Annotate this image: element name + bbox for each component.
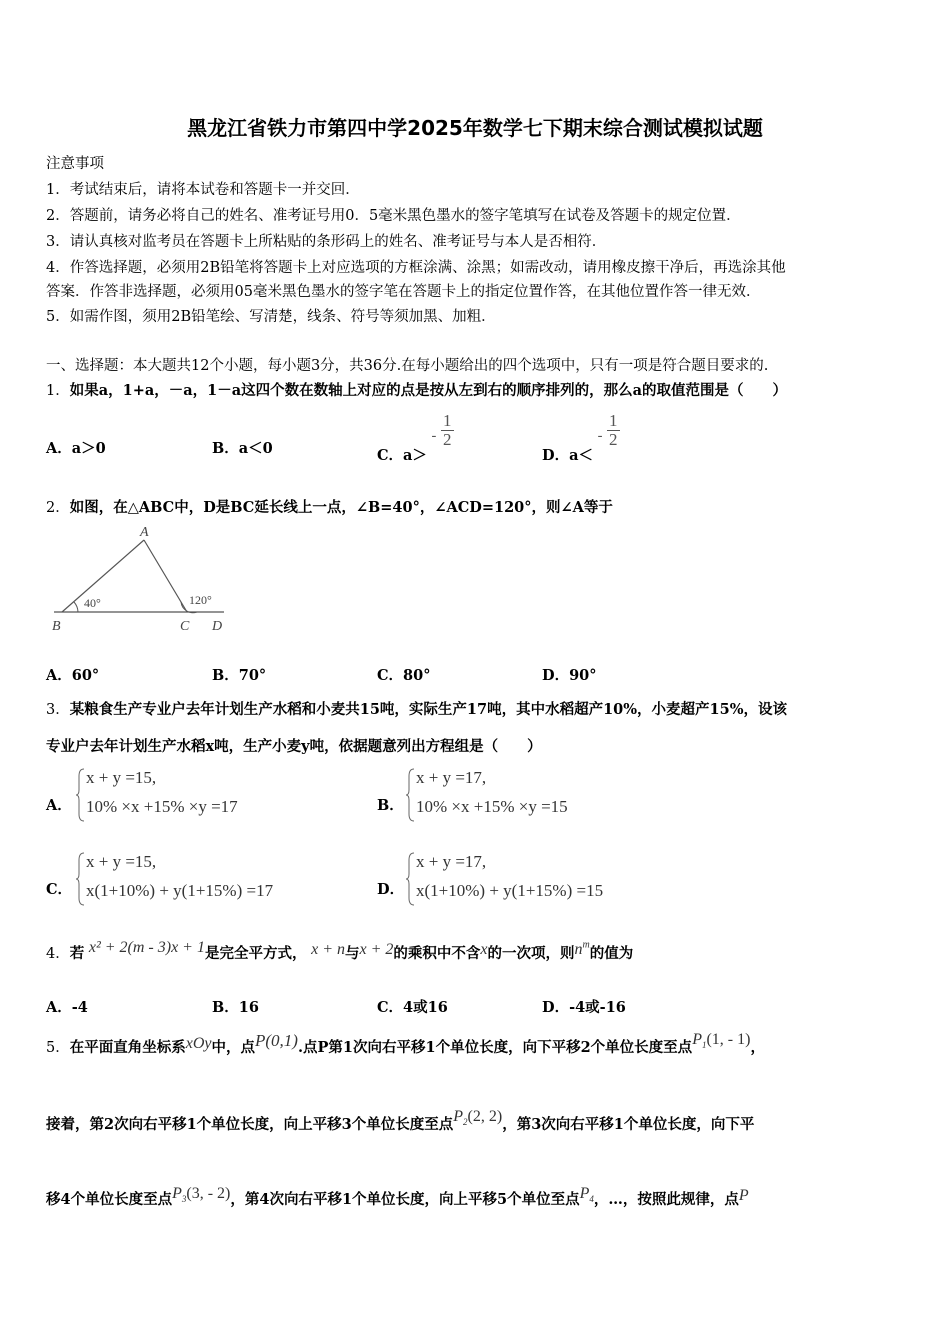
question-stem: 如图，在△ABC中，D是BC延长线上一点，∠B=40°，∠ACD=120°，则∠A等于 — [69, 499, 613, 516]
point-p1: $P_1(1$, - 1) — [692, 1031, 751, 1051]
stem-text: 移4个单位长度至点 — [46, 1191, 173, 1208]
stem-text: 在平面直角坐标系 — [69, 1039, 186, 1056]
q2-option-a: A．60° — [46, 667, 100, 684]
notice-heading: 注意事项 — [46, 156, 104, 172]
section-heading: 一、选择题：本大题共12个小题，每小题3分，共36分.在每小题给出的四个选项中，只有一项是符合题目要求的. — [46, 358, 769, 374]
q2-option-d: D．90° — [542, 667, 597, 684]
angle-b-label: 40° — [84, 596, 101, 610]
fraction: $\frac{1}{2}$ — [609, 411, 618, 449]
q3-option-c-label: C． — [46, 881, 73, 898]
stem-text: ，第3次向右平移1个单位长度，向下平 — [502, 1116, 755, 1133]
stem-text: ，第4次向右平移1个单位长度，向上平移5个单位至点 — [230, 1191, 580, 1208]
question-number: 1． — [46, 383, 70, 399]
question-stem-cont: 专业户去年计划生产水稻x吨，生产小麦y吨，依据题意列出方程组是（ ） — [46, 738, 542, 755]
question-1 — [46, 379, 787, 400]
point-p-label: P — [738, 1187, 749, 1204]
q4-option-c: C．4或16 — [377, 999, 448, 1016]
q2-option-c: C．80° — [377, 667, 431, 684]
question-stem: 如果a，1+a，－a，1－a这四个数在数轴上对应的点是按从左到右的顺序排列的，那么a的取值范围是（ ） — [69, 382, 788, 399]
question-3 — [46, 698, 787, 719]
q3-option-b-label: B． — [377, 797, 404, 814]
question-number: 2． — [46, 500, 70, 516]
angle-b-arc — [74, 602, 78, 612]
equation-2: x(1+10%) + y(1+15%) =15 — [416, 881, 604, 900]
notice-item: 3．请认真核对监考员在答题卡上所粘贴的条形码上的姓名、准考证号与本人是否相符． — [46, 234, 607, 250]
point-p: P(0,1) — [255, 1031, 298, 1050]
expression: $n^m$ — [574, 939, 590, 958]
expression: x — [480, 941, 488, 958]
equation-2: 10% ×x +15% ×y =15 — [416, 797, 568, 816]
triangle-figure — [44, 520, 244, 635]
label-a: A — [140, 525, 149, 540]
label-d: D — [212, 619, 223, 634]
stem-text: 的乘积中不含 — [393, 945, 481, 962]
brace — [76, 768, 86, 822]
equation-2: x(1+10%) + y(1+15%) =17 — [86, 881, 274, 900]
q2-option-b: B．70° — [212, 667, 267, 684]
minus-sign: - — [431, 427, 437, 444]
question-5-line-3 — [46, 1185, 749, 1210]
q1-option-d — [542, 411, 620, 464]
fraction: $\frac{1}{2}$ — [443, 411, 452, 449]
point-p4: $P_4$ — [579, 1185, 594, 1205]
question-4 — [46, 939, 634, 963]
notice-item: 1．考试结束后，请将本试卷和答题卡一并交回． — [46, 182, 360, 198]
stem-text: 中，点 — [211, 1039, 255, 1056]
equation-1: x + y =15, — [86, 768, 157, 787]
question-number: 4． — [46, 946, 70, 962]
q1-option-a: A．a＞0 — [46, 440, 106, 457]
q3-option-a-label: A． — [46, 797, 72, 814]
option-label: D．a＜ — [542, 446, 593, 464]
page-title: 黑龙江省铁力市第四中学2025年数学七下期末综合测试模拟试题 — [187, 116, 763, 140]
expression: xOy — [185, 1035, 212, 1052]
equation-1: x + y =17, — [416, 768, 487, 787]
q4-option-a: A．-4 — [46, 999, 88, 1016]
label-c: C — [180, 619, 190, 634]
stem-text: 若 — [69, 945, 85, 962]
question-number: 5． — [46, 1040, 70, 1056]
stem-text: 的一次项，则 — [487, 945, 575, 962]
equation-2: 10% ×x +15% ×y =17 — [86, 797, 238, 816]
point-p3: $P_3(3$, - 2) — [172, 1185, 231, 1205]
question-number: 3． — [46, 702, 70, 718]
point-p2: $P_2(2$, 2) — [453, 1108, 503, 1128]
side-ab — [62, 540, 144, 612]
stem-text: ，…，按照此规律，点 — [593, 1191, 739, 1208]
expression: x² + 2(m - 3)x + 1 — [88, 939, 205, 956]
question-stem: 某粮食生产专业户去年计划生产水稻和小麦共15吨，实际生产17吨，其中水稻超产10%，小麦超产15%，设该 — [69, 701, 787, 718]
q1-option-c — [377, 411, 454, 464]
q4-option-d: D．-4或-16 — [542, 999, 626, 1016]
q4-option-b: B．16 — [212, 999, 259, 1016]
q3-option-d-label: D． — [377, 881, 405, 898]
equation-1: x + y =17, — [416, 852, 487, 871]
side-ac — [144, 540, 187, 612]
q1-option-b: B．a＜0 — [212, 440, 273, 457]
stem-text: 的值为 — [589, 945, 634, 962]
question-5 — [46, 1031, 765, 1058]
angle-c-label: 120° — [189, 593, 212, 607]
brace — [406, 852, 416, 906]
option-label: C．a＞ — [377, 446, 427, 464]
stem-text: 与 — [345, 945, 360, 962]
question-5-line-2 — [46, 1108, 755, 1135]
notice-item: 5．如需作图，须用2B铅笔绘、写清楚，线条、符号等须加黑、加粗． — [46, 309, 496, 325]
stem-text: ， — [750, 1039, 765, 1056]
equation-1: x + y =15, — [86, 852, 157, 871]
label-b: B — [52, 619, 61, 634]
stem-text: .点P第1次向右平移1个单位长度，向下平移2个单位长度至点 — [297, 1039, 693, 1056]
question-2 — [46, 496, 613, 517]
expression: x + n — [311, 941, 345, 958]
notice-item: 2．答题前，请务必将自己的姓名、准考证号用0．5毫米黑色墨水的签字笔填写在试卷及答题卡的规定位置． — [46, 208, 741, 224]
stem-text: 是完全平方式， — [204, 945, 307, 962]
minus-sign: - — [597, 427, 603, 444]
notice-item: 答案．作答非选择题，必须用05毫米黑色墨水的签字笔在答题卡上的指定位置作答，在其他位置作答一律无效． — [46, 284, 761, 300]
expression: x + 2 — [359, 941, 394, 958]
notice-item: 4．作答选择题，必须用2B铅笔将答题卡上对应选项的方框涂满、涂黑；如需改动，请用橡皮擦干净后，再选涂其他 — [46, 260, 786, 276]
brace — [406, 768, 416, 822]
stem-text: 接着，第2次向右平移1个单位长度，向上平移3个单位长度至点 — [46, 1116, 454, 1133]
brace — [76, 852, 86, 906]
